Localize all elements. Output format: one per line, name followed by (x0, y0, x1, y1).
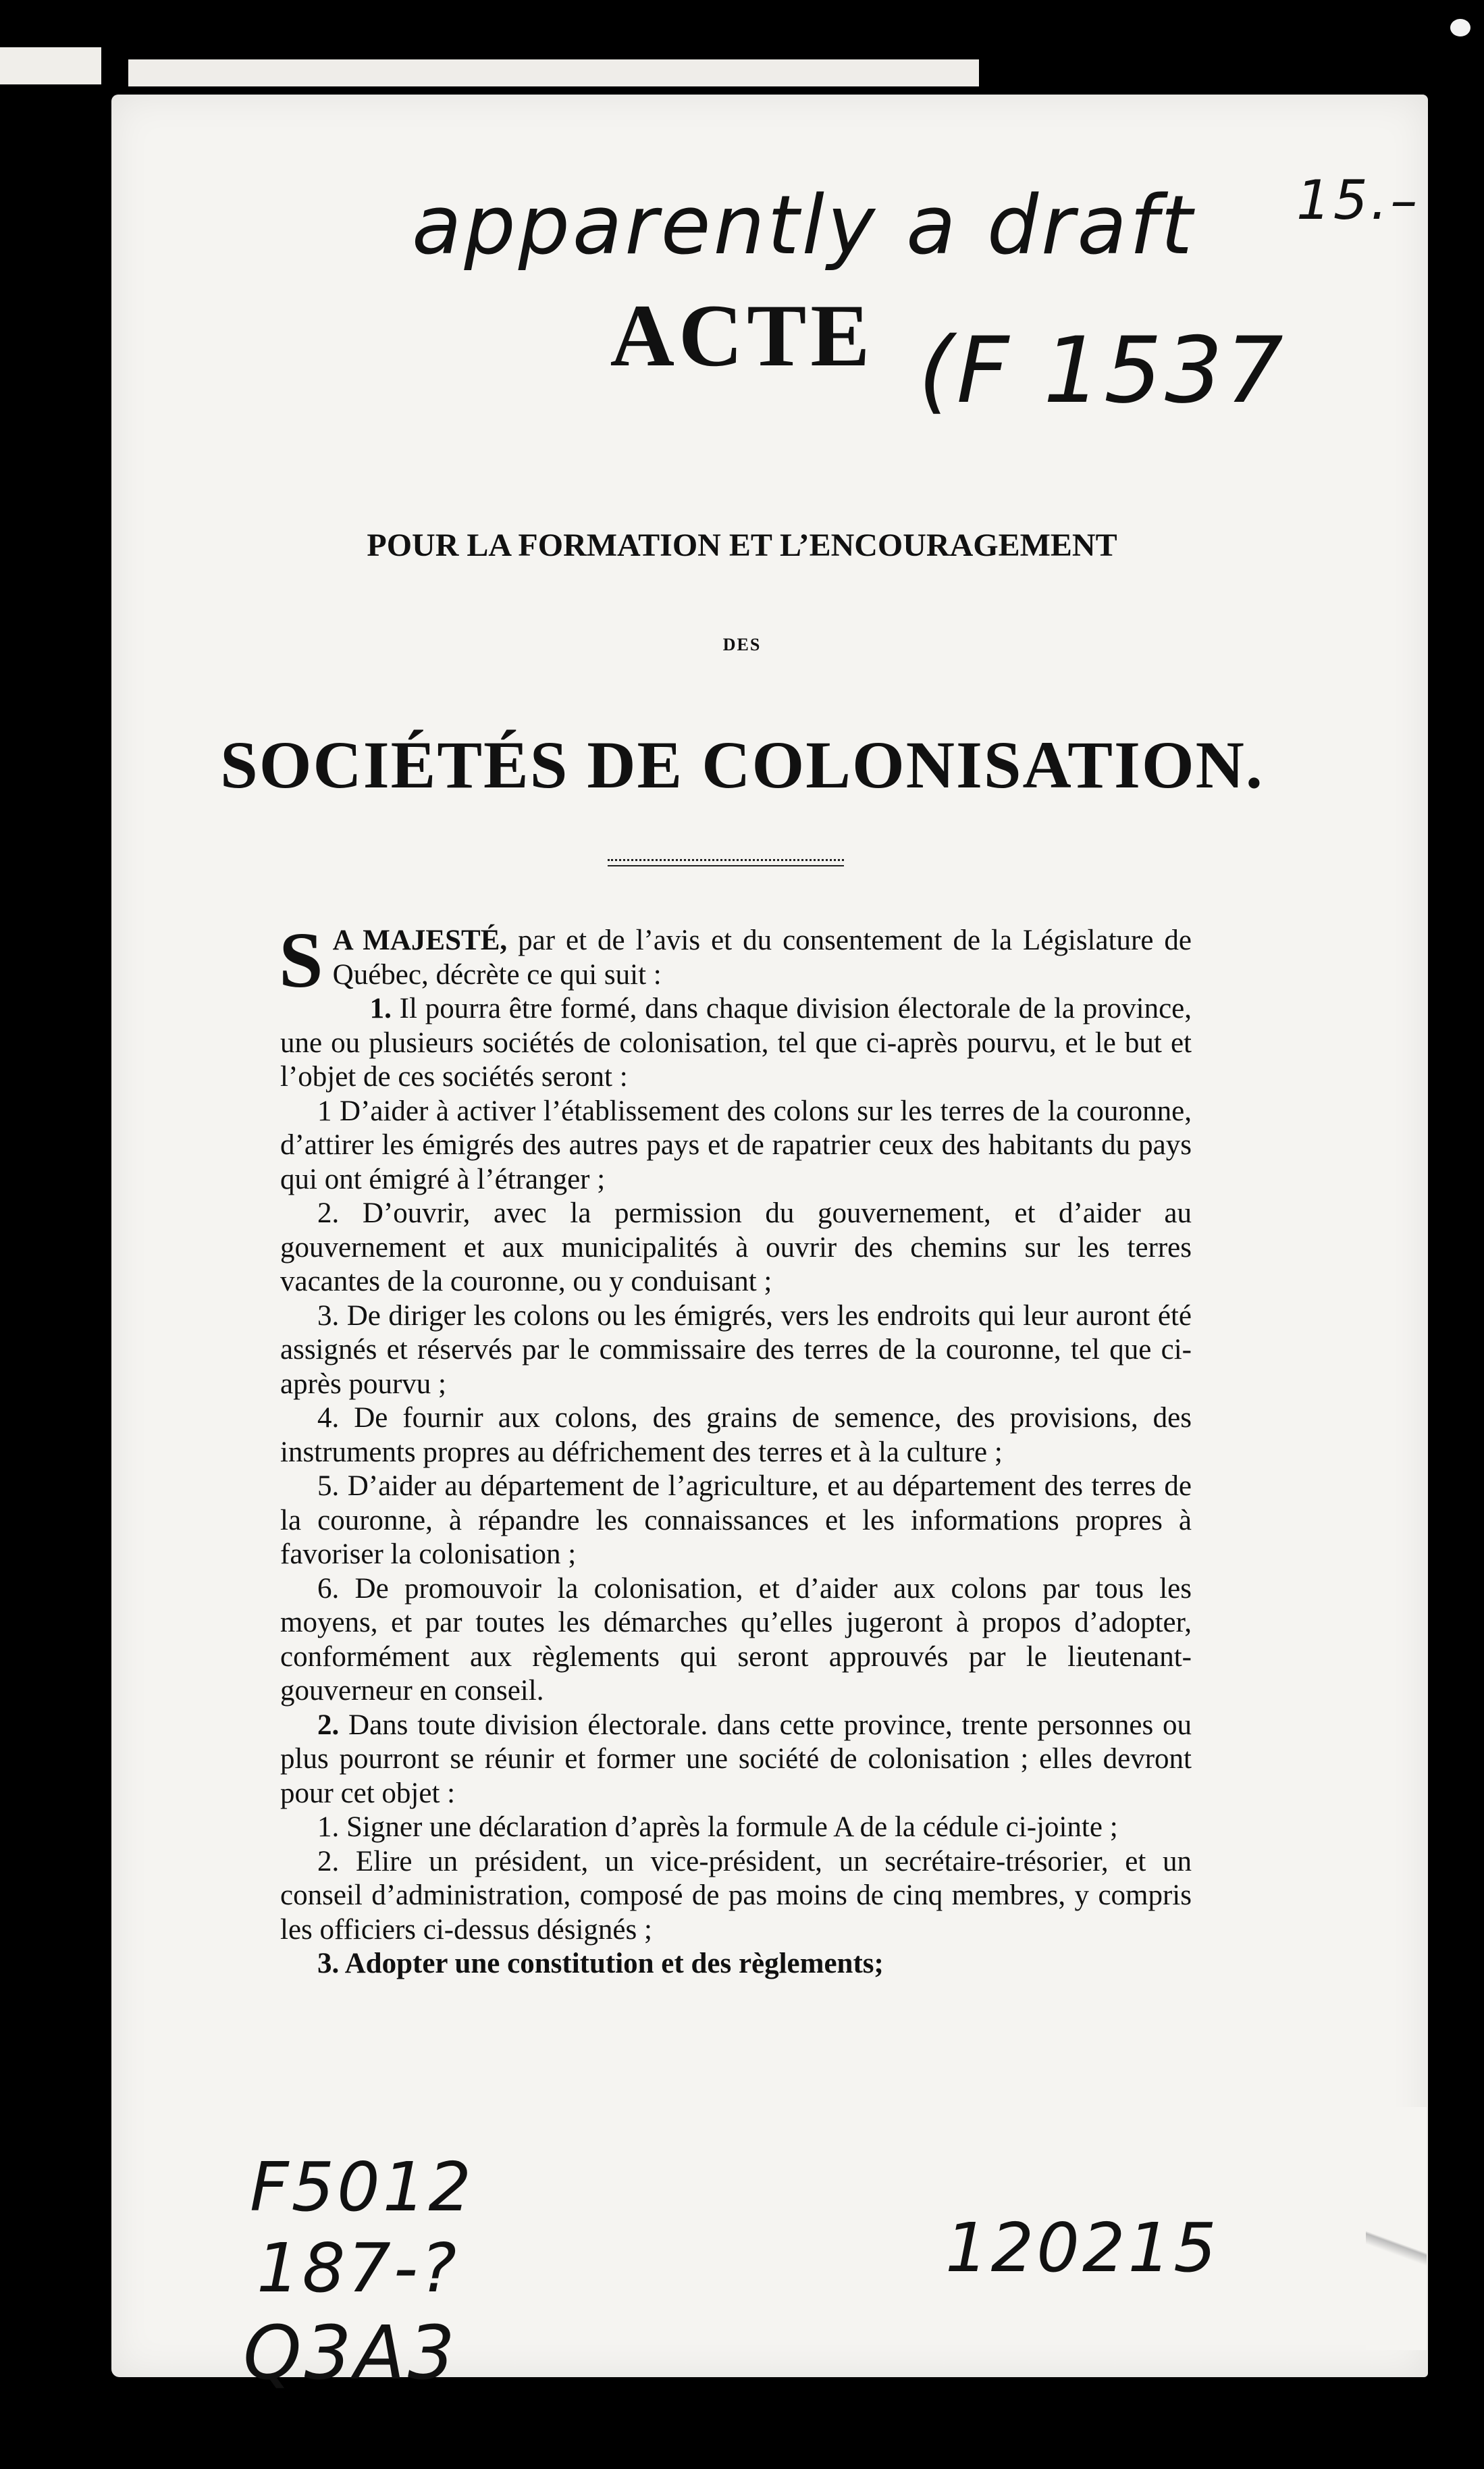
handwritten-classification-3: Q3A3 (243, 2310, 458, 2396)
preamble-text: par et de l’avis et du consentement de la Législature de Québec, décrète ce qui suit : (332, 925, 1192, 991)
section-1-text: Il pourra être formé, dans chaque division électorale de la province, une ou plusieurs sociétés de colonisation, tel que ci-après pourvu, et le but et l’objet de ces sociétés seront : (280, 993, 1192, 1093)
paper-strip-left (0, 47, 101, 84)
section-2-item: 2. Elire un président, un vice-président, un secrétaire-trésorier, et un conseil d’administration, composé de pas moins de cinq membres, y compris les officiers ci-dessus désignés ; (280, 1845, 1192, 1946)
section-2-item: 3. Adopter une constitution et des règlements; (317, 1948, 884, 1979)
section-1-item: 1 D’aider à activer l’établissement des colons sur les terres de la couronne, d’attirer les émigrés des autres pays et de rapatrier ceux des habitants du pays qui ont émigré à l’étranger ; (280, 1095, 1192, 1195)
document-title: ACTE (610, 286, 874, 385)
section-1-number: 1. (369, 993, 392, 1024)
section-1-item: 4. De fournir aux colons, des grains de semence, des provisions, des instruments propres au défrichement des terres et à la culture ; (280, 1402, 1192, 1468)
section-2-item: 1. Signer une déclaration d’après la formule A de la cédule ci-jointe ; (317, 1811, 1118, 1843)
section-2 (280, 1709, 1192, 1811)
document-heading: SOCIÉTÉS DE COLONISATION. (220, 727, 1264, 802)
handwritten-classification-2: 187-? (257, 2229, 460, 2308)
drop-cap: S (279, 916, 323, 1004)
document-subtitle: POUR LA FORMATION ET L’ENCOURAGEMENT (367, 527, 1117, 563)
preamble-lead: A MAJESTÉ, (332, 925, 508, 956)
title-divider (608, 859, 844, 866)
title-connector: DES (722, 635, 762, 654)
handwritten-classification-1: F5012 (250, 2148, 475, 2227)
section-1-item: 6. De promouvoir la colonisation, et d’aider aux colons par tous les moyens, et par toutes les démarches qu’elles jugeront à propos d’adopter, conformément aux règlements qui seront approuvés par le lieutenant-gouverneur en conseil. (280, 1572, 1192, 1707)
handwritten-accession-number: 120215 (945, 2208, 1219, 2287)
handwritten-number-top-right: 15.– (1296, 169, 1421, 232)
section-1-item: 5. D’aider au département de l’agriculture, et au département des terres de la couronne, à répandre les connaissances et les informations propres à favoriser la colonisation ; (280, 1470, 1192, 1570)
document-body (279, 916, 1192, 1981)
handwritten-note-top: apparently a draft (412, 179, 1196, 273)
page-fold (1366, 2107, 1427, 2350)
section-2-number: 2. (317, 1709, 340, 1741)
corner-mark (1450, 19, 1470, 36)
section-2-text: Dans toute division électorale. dans cette province, trente personnes ou plus pourront se réunir et former une société de colonisation ; elles devront pour cet objet : (280, 1709, 1192, 1809)
paper-strip-top (128, 59, 979, 86)
section-1-item: 2. D’ouvrir, avec la permission du gouvernement, et d’aider au gouvernement et aux municipalités à ouvrir des chemins sur les terres vacantes de la couronne, ou y conduisant ; (280, 1197, 1192, 1297)
section-1-item: 3. De diriger les colons ou les émigrés, vers les endroits qui leur auront été assignés et réservés par le commissaire des terres de la couronne, tel que ci-après pourvu ; (280, 1299, 1192, 1400)
section-1 (280, 992, 1192, 1095)
handwritten-call-number: (F 1537 (918, 317, 1286, 423)
preamble (279, 916, 1192, 1004)
